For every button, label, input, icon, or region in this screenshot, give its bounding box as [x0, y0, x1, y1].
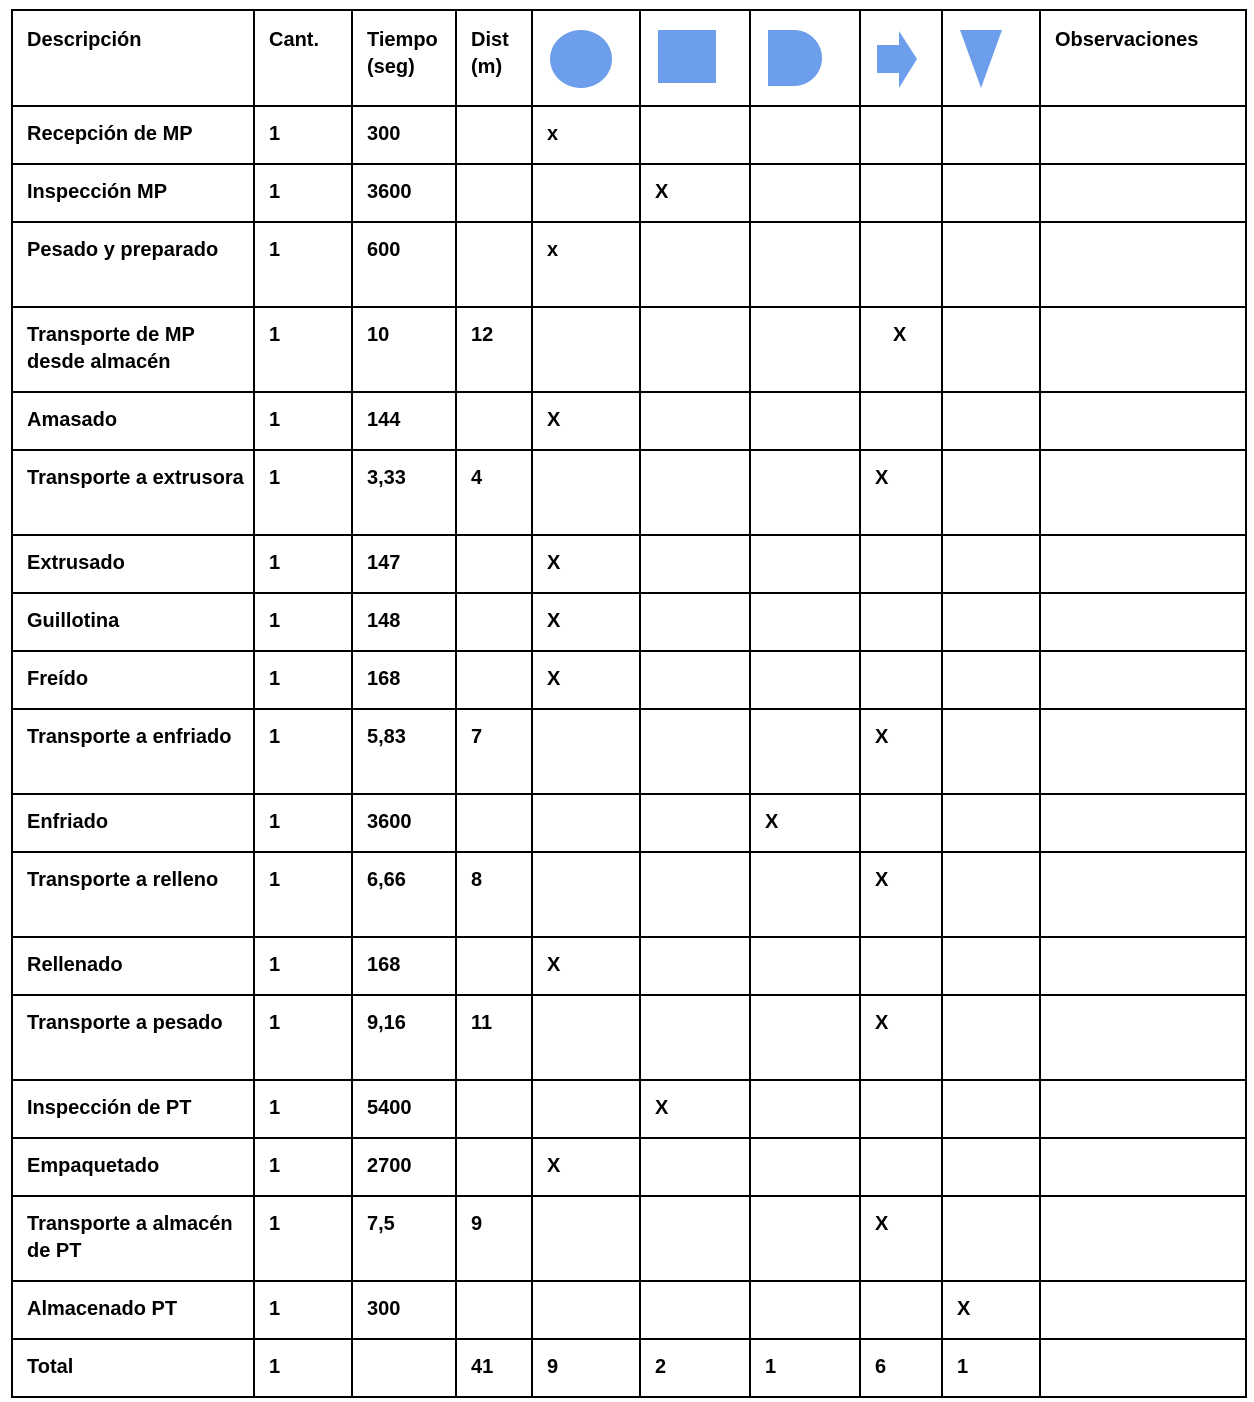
table-row: [12, 995, 1246, 1080]
cell-delay-mark: [750, 651, 860, 709]
cell-delay-mark: [750, 307, 860, 392]
cell-storage-mark: [942, 937, 1040, 995]
cell-inspection-mark: [640, 593, 750, 651]
cell-tiempo: 5,83: [352, 709, 456, 794]
cell-descripcion: Transporte a enfriado: [12, 709, 254, 794]
cell-cantidad: 1: [254, 164, 352, 222]
cell-distancia: 11: [456, 995, 532, 1080]
cell-observaciones: [1040, 593, 1246, 651]
cell-observaciones: [1040, 1138, 1246, 1196]
cell-distancia: [456, 1080, 532, 1138]
cell-cantidad: 1: [254, 307, 352, 392]
cell-distancia: [456, 164, 532, 222]
cell-distancia: 8: [456, 852, 532, 937]
cell-cantidad: 1: [254, 222, 352, 307]
table-row: [12, 794, 1246, 852]
header-operation: [532, 10, 640, 106]
cell-distancia: [456, 651, 532, 709]
header-tiempo: Tiempo (seg): [352, 10, 456, 106]
cell-observaciones: [1040, 1080, 1246, 1138]
cell-inspection-mark: X: [640, 164, 750, 222]
header-distancia: Dist (m): [456, 10, 532, 106]
cell-transport-mark: [860, 222, 942, 307]
cell-tiempo: 9,16: [352, 995, 456, 1080]
cell-storage-mark: [942, 392, 1040, 450]
cell-observaciones: [1040, 937, 1246, 995]
cell-operation-mark: [532, 450, 640, 535]
cell-cantidad: 1: [254, 709, 352, 794]
cell-observaciones: [1040, 307, 1246, 392]
cell-cantidad: 1: [254, 1138, 352, 1196]
cell-inspection-mark: [640, 1196, 750, 1281]
cell-observaciones: [1040, 995, 1246, 1080]
cell-inspection-mark: [640, 222, 750, 307]
cell-operation-mark: X: [532, 535, 640, 593]
cell-cantidad: 1: [254, 450, 352, 535]
cell-storage-mark: [942, 1080, 1040, 1138]
cell-observaciones: [1040, 106, 1246, 164]
cell-transport-mark: X: [860, 307, 942, 392]
cell-tiempo: 600: [352, 222, 456, 307]
cell-transport-mark: X: [860, 995, 942, 1080]
table-row: [12, 1138, 1246, 1196]
cell-tiempo: 10: [352, 307, 456, 392]
cell-descripcion: Freído: [12, 651, 254, 709]
cell-storage-mark: [942, 222, 1040, 307]
square-inspection-icon: [641, 11, 749, 105]
cell-descripcion: Extrusado: [12, 535, 254, 593]
cell-operation-mark: [532, 1281, 640, 1339]
cell-operation-mark: [532, 794, 640, 852]
table-row: [12, 651, 1246, 709]
cell-storage-mark: [942, 164, 1040, 222]
table-row: [12, 1196, 1246, 1281]
cell-operation-mark: [532, 995, 640, 1080]
circle-operation-icon: [533, 11, 639, 105]
cell-storage-mark: [942, 995, 1040, 1080]
cell-observaciones: [1040, 794, 1246, 852]
cell-inspection-mark: [640, 106, 750, 164]
cell-transport-mark: [860, 164, 942, 222]
cell-transport-mark: [860, 106, 942, 164]
cell-storage-mark: [942, 307, 1040, 392]
cell-inspection-mark: [640, 852, 750, 937]
cell-delay-mark: X: [750, 794, 860, 852]
cell-distancia: 7: [456, 709, 532, 794]
cell-cantidad: 1: [254, 593, 352, 651]
cell-operation-mark: X: [532, 392, 640, 450]
cell-operation-mark: X: [532, 651, 640, 709]
cell-cantidad: 1: [254, 995, 352, 1080]
cell-distancia: [456, 937, 532, 995]
cell-distancia: 41: [456, 1339, 532, 1397]
table-row: [12, 450, 1246, 535]
cell-inspection-mark: X: [640, 1080, 750, 1138]
cell-observaciones: [1040, 1196, 1246, 1281]
cell-descripcion: Recepción de MP: [12, 106, 254, 164]
cell-delay-mark: [750, 535, 860, 593]
cell-transport-mark: [860, 651, 942, 709]
cell-transport-mark: [860, 937, 942, 995]
cell-storage-mark: [942, 1138, 1040, 1196]
cell-observaciones: [1040, 164, 1246, 222]
cell-descripcion: Transporte a pesado: [12, 995, 254, 1080]
table-row: [12, 222, 1246, 307]
cell-cantidad: 1: [254, 794, 352, 852]
cell-operation-mark: [532, 1080, 640, 1138]
cell-operation-mark: [532, 164, 640, 222]
cell-observaciones: [1040, 709, 1246, 794]
cell-transport-mark: [860, 593, 942, 651]
cell-distancia: 4: [456, 450, 532, 535]
cell-delay-mark: [750, 995, 860, 1080]
cell-tiempo: 300: [352, 106, 456, 164]
cell-distancia: [456, 593, 532, 651]
table-row: [12, 852, 1246, 937]
cell-operation-mark: [532, 1196, 640, 1281]
table-row: [12, 1281, 1246, 1339]
cell-storage-mark: [942, 1196, 1040, 1281]
cell-operation-mark: [532, 307, 640, 392]
cell-distancia: [456, 794, 532, 852]
cell-inspection-mark: [640, 307, 750, 392]
cell-inspection-mark: 2: [640, 1339, 750, 1397]
arrow-transport-icon: [861, 11, 941, 105]
cell-delay-mark: [750, 106, 860, 164]
cell-operation-mark: X: [532, 593, 640, 651]
cell-delay-mark: [750, 709, 860, 794]
cell-storage-mark: [942, 709, 1040, 794]
header-inspection: [640, 10, 750, 106]
table-row: [12, 164, 1246, 222]
cell-transport-mark: X: [860, 450, 942, 535]
cell-inspection-mark: [640, 937, 750, 995]
cell-transport-mark: [860, 392, 942, 450]
cell-distancia: [456, 392, 532, 450]
cell-descripcion: Pesado y preparado: [12, 222, 254, 307]
cell-cantidad: 1: [254, 937, 352, 995]
cell-cantidad: 1: [254, 651, 352, 709]
table-row: [12, 1080, 1246, 1138]
cell-observaciones: [1040, 535, 1246, 593]
cell-descripcion: Transporte de MP desde almacén: [12, 307, 254, 392]
cell-descripcion: Enfriado: [12, 794, 254, 852]
cell-inspection-mark: [640, 709, 750, 794]
cell-descripcion: Guillotina: [12, 593, 254, 651]
cell-observaciones: [1040, 651, 1246, 709]
cell-delay-mark: [750, 164, 860, 222]
cell-distancia: [456, 106, 532, 164]
cell-observaciones: [1040, 1339, 1246, 1397]
cell-distancia: [456, 1138, 532, 1196]
cell-tiempo: 3600: [352, 164, 456, 222]
cell-observaciones: [1040, 450, 1246, 535]
table-row: [12, 307, 1246, 392]
cell-cantidad: 1: [254, 1196, 352, 1281]
cell-inspection-mark: [640, 392, 750, 450]
cell-storage-mark: [942, 535, 1040, 593]
cell-tiempo: 7,5: [352, 1196, 456, 1281]
cell-delay-mark: [750, 1196, 860, 1281]
cell-distancia: [456, 222, 532, 307]
cell-distancia: [456, 535, 532, 593]
cell-storage-mark: 1: [942, 1339, 1040, 1397]
cell-operation-mark: 9: [532, 1339, 640, 1397]
total-row: [12, 1339, 1246, 1397]
cell-delay-mark: [750, 1281, 860, 1339]
cell-storage-mark: [942, 106, 1040, 164]
cell-delay-mark: [750, 593, 860, 651]
cell-inspection-mark: [640, 651, 750, 709]
cell-operation-mark: x: [532, 222, 640, 307]
table-row: [12, 535, 1246, 593]
cell-transport-mark: [860, 1281, 942, 1339]
table-row: [12, 593, 1246, 651]
triangle-storage-icon: [943, 11, 1039, 105]
cell-tiempo: 6,66: [352, 852, 456, 937]
header-cantidad: Cant.: [254, 10, 352, 106]
cell-inspection-mark: [640, 1138, 750, 1196]
cell-storage-mark: X: [942, 1281, 1040, 1339]
header-descripcion: Descripción: [12, 10, 254, 106]
table-row: [12, 106, 1246, 164]
cell-delay-mark: 1: [750, 1339, 860, 1397]
cell-observaciones: [1040, 222, 1246, 307]
cell-transport-mark: X: [860, 1196, 942, 1281]
cell-tiempo: 5400: [352, 1080, 456, 1138]
cell-descripcion: Rellenado: [12, 937, 254, 995]
cell-transport-mark: [860, 794, 942, 852]
cell-cantidad: 1: [254, 1339, 352, 1397]
process-flow-table: [11, 9, 1247, 1398]
cell-cantidad: 1: [254, 535, 352, 593]
cell-inspection-mark: [640, 1281, 750, 1339]
cell-descripcion: Inspección de PT: [12, 1080, 254, 1138]
cell-descripcion: Transporte a relleno: [12, 852, 254, 937]
cell-descripcion: Transporte a extrusora: [12, 450, 254, 535]
cell-operation-mark: x: [532, 106, 640, 164]
cell-tiempo: 3600: [352, 794, 456, 852]
cell-transport-mark: 6: [860, 1339, 942, 1397]
cell-inspection-mark: [640, 450, 750, 535]
cell-descripcion: Almacenado PT: [12, 1281, 254, 1339]
cell-distancia: 9: [456, 1196, 532, 1281]
cell-transport-mark: X: [860, 709, 942, 794]
cell-descripcion: Amasado: [12, 392, 254, 450]
cell-cantidad: 1: [254, 106, 352, 164]
cell-tiempo: 168: [352, 651, 456, 709]
cell-cantidad: 1: [254, 392, 352, 450]
cell-observaciones: [1040, 852, 1246, 937]
cell-delay-mark: [750, 852, 860, 937]
cell-operation-mark: [532, 852, 640, 937]
header-observaciones: Observaciones: [1040, 10, 1246, 106]
cell-tiempo: [352, 1339, 456, 1397]
table-row: [12, 709, 1246, 794]
cell-descripcion: Transporte a almacén de PT: [12, 1196, 254, 1281]
cell-observaciones: [1040, 392, 1246, 450]
cell-delay-mark: [750, 222, 860, 307]
cell-operation-mark: X: [532, 937, 640, 995]
header-transport: [860, 10, 942, 106]
cell-transport-mark: [860, 1080, 942, 1138]
cell-distancia: [456, 1281, 532, 1339]
cell-tiempo: 168: [352, 937, 456, 995]
cell-distancia: 12: [456, 307, 532, 392]
cell-storage-mark: [942, 852, 1040, 937]
header-delay: [750, 10, 860, 106]
cell-inspection-mark: [640, 995, 750, 1080]
cell-transport-mark: [860, 1138, 942, 1196]
cell-delay-mark: [750, 450, 860, 535]
cell-cantidad: 1: [254, 1281, 352, 1339]
cell-tiempo: 144: [352, 392, 456, 450]
cell-transport-mark: X: [860, 852, 942, 937]
cell-storage-mark: [942, 450, 1040, 535]
table-row: [12, 392, 1246, 450]
cell-operation-mark: [532, 709, 640, 794]
cell-tiempo: 148: [352, 593, 456, 651]
cell-storage-mark: [942, 651, 1040, 709]
d-shape-delay-icon: [751, 11, 859, 105]
cell-cantidad: 1: [254, 1080, 352, 1138]
cell-tiempo: 3,33: [352, 450, 456, 535]
cell-storage-mark: [942, 593, 1040, 651]
cell-storage-mark: [942, 794, 1040, 852]
cell-observaciones: [1040, 1281, 1246, 1339]
cell-tiempo: 300: [352, 1281, 456, 1339]
cell-transport-mark: [860, 535, 942, 593]
cell-delay-mark: [750, 937, 860, 995]
header-row: [12, 10, 1246, 106]
cell-cantidad: 1: [254, 852, 352, 937]
cell-inspection-mark: [640, 794, 750, 852]
cell-delay-mark: [750, 1080, 860, 1138]
cell-descripcion: Total: [12, 1339, 254, 1397]
cell-tiempo: 2700: [352, 1138, 456, 1196]
header-storage: [942, 10, 1040, 106]
cell-operation-mark: X: [532, 1138, 640, 1196]
cell-inspection-mark: [640, 535, 750, 593]
cell-tiempo: 147: [352, 535, 456, 593]
cell-descripcion: Inspección MP: [12, 164, 254, 222]
cell-descripcion: Empaquetado: [12, 1138, 254, 1196]
cell-delay-mark: [750, 392, 860, 450]
table-row: [12, 937, 1246, 995]
cell-delay-mark: [750, 1138, 860, 1196]
